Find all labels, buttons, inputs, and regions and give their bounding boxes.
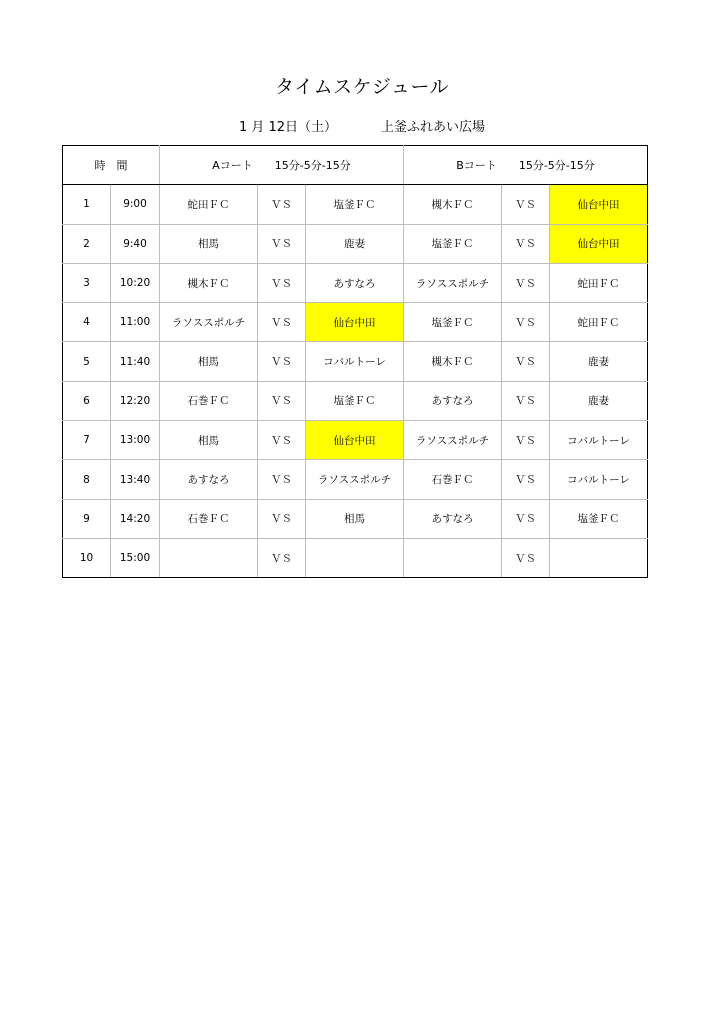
match-time: 13:40 bbox=[111, 460, 160, 499]
match-time: 13:00 bbox=[111, 421, 160, 460]
court-b-vs: ＶＳ bbox=[502, 342, 550, 381]
match-time: 10:20 bbox=[111, 263, 160, 302]
court-b-away-team: 鹿妻 bbox=[550, 342, 648, 381]
match-number: 4 bbox=[63, 303, 111, 342]
court-a-home-team: 石巻ＦＣ bbox=[160, 381, 258, 420]
court-b-home-team: ラソススポルチ bbox=[404, 263, 502, 302]
court-a-vs: ＶＳ bbox=[258, 499, 306, 538]
court-b-name: Bコート bbox=[456, 159, 497, 173]
court-b-away-team: 塩釜ＦＣ bbox=[550, 499, 648, 538]
court-b-vs: ＶＳ bbox=[502, 185, 550, 224]
court-a-vs: ＶＳ bbox=[258, 421, 306, 460]
table-row bbox=[63, 185, 648, 224]
court-a-home-team: 蛇田ＦＣ bbox=[160, 185, 258, 224]
court-a-home-team: 槻木ＦＣ bbox=[160, 263, 258, 302]
match-number: 2 bbox=[63, 224, 111, 263]
court-b-home-team: 槻木ＦＣ bbox=[404, 185, 502, 224]
court-b-format: 15分-5分-15分 bbox=[518, 159, 595, 173]
court-b-vs: ＶＳ bbox=[502, 303, 550, 342]
court-b-away-team bbox=[550, 538, 648, 577]
court-b-home-team: 石巻ＦＣ bbox=[404, 460, 502, 499]
court-b-home-team: 塩釜ＦＣ bbox=[404, 303, 502, 342]
court-b-away-team: 蛇田ＦＣ bbox=[550, 303, 648, 342]
court-a-away-team bbox=[306, 538, 404, 577]
match-time: 12:20 bbox=[111, 381, 160, 420]
court-b-away-team: 仙台中田 bbox=[550, 224, 648, 263]
table-row bbox=[63, 460, 648, 499]
court-a-vs: ＶＳ bbox=[258, 460, 306, 499]
match-time: 14:20 bbox=[111, 499, 160, 538]
court-b-vs: ＶＳ bbox=[502, 381, 550, 420]
match-number: 7 bbox=[63, 421, 111, 460]
table-row bbox=[63, 303, 648, 342]
court-b-vs: ＶＳ bbox=[502, 538, 550, 577]
match-number: 8 bbox=[63, 460, 111, 499]
court-b-vs: ＶＳ bbox=[502, 421, 550, 460]
court-a-name: Aコート bbox=[212, 159, 253, 173]
time-header: 時 間 bbox=[63, 146, 160, 185]
schedule-table bbox=[62, 145, 648, 578]
court-b-home-team: 塩釜ＦＣ bbox=[404, 224, 502, 263]
court-b-away-team: コバルトーレ bbox=[550, 421, 648, 460]
table-row bbox=[63, 342, 648, 381]
match-time: 11:40 bbox=[111, 342, 160, 381]
court-b-away-team: 蛇田ＦＣ bbox=[550, 263, 648, 302]
match-number: 1 bbox=[63, 185, 111, 224]
table-row bbox=[63, 224, 648, 263]
court-a-vs: ＶＳ bbox=[258, 538, 306, 577]
event-date: 1 月 12日（土） bbox=[238, 120, 338, 135]
match-number: 5 bbox=[63, 342, 111, 381]
court-a-vs: ＶＳ bbox=[258, 303, 306, 342]
court-b-away-team: 鹿妻 bbox=[550, 381, 648, 420]
court-a-vs: ＶＳ bbox=[258, 342, 306, 381]
match-number: 6 bbox=[63, 381, 111, 420]
court-b-header bbox=[404, 146, 648, 185]
court-b-vs: ＶＳ bbox=[502, 224, 550, 263]
court-a-away-team: 塩釜ＦＣ bbox=[306, 381, 404, 420]
court-a-away-team: コバルトーレ bbox=[306, 342, 404, 381]
court-b-vs: ＶＳ bbox=[502, 460, 550, 499]
court-a-home-team: 相馬 bbox=[160, 224, 258, 263]
court-a-format: 15分-5分-15分 bbox=[274, 159, 351, 173]
court-a-home-team: 相馬 bbox=[160, 342, 258, 381]
court-a-home-team: ラソススポルチ bbox=[160, 303, 258, 342]
table-row bbox=[63, 263, 648, 302]
table-row bbox=[63, 421, 648, 460]
court-b-home-team: あすなろ bbox=[404, 381, 502, 420]
court-b-home-team: 槻木ＦＣ bbox=[404, 342, 502, 381]
match-time: 11:00 bbox=[111, 303, 160, 342]
match-number: 10 bbox=[63, 538, 111, 577]
table-row bbox=[63, 538, 648, 577]
court-a-away-team: 塩釜ＦＣ bbox=[306, 185, 404, 224]
court-a-away-team: ラソススポルチ bbox=[306, 460, 404, 499]
court-a-home-team bbox=[160, 538, 258, 577]
match-time: 9:00 bbox=[111, 185, 160, 224]
court-b-vs: ＶＳ bbox=[502, 263, 550, 302]
court-a-vs: ＶＳ bbox=[258, 381, 306, 420]
event-subtitle bbox=[0, 116, 724, 135]
court-a-away-team: 鹿妻 bbox=[306, 224, 404, 263]
match-number: 9 bbox=[63, 499, 111, 538]
court-b-home-team: ラソススポルチ bbox=[404, 421, 502, 460]
match-number: 3 bbox=[63, 263, 111, 302]
court-a-home-team: あすなろ bbox=[160, 460, 258, 499]
court-b-home-team bbox=[404, 538, 502, 577]
table-row bbox=[63, 499, 648, 538]
court-b-home-team: あすなろ bbox=[404, 499, 502, 538]
table-header-row bbox=[63, 146, 648, 185]
table-row bbox=[63, 381, 648, 420]
court-b-away-team: コバルトーレ bbox=[550, 460, 648, 499]
court-b-vs: ＶＳ bbox=[502, 499, 550, 538]
court-a-header bbox=[160, 146, 404, 185]
court-b-away-team: 仙台中田 bbox=[550, 185, 648, 224]
court-a-vs: ＶＳ bbox=[258, 185, 306, 224]
court-a-away-team: 仙台中田 bbox=[306, 303, 404, 342]
court-a-home-team: 相馬 bbox=[160, 421, 258, 460]
court-a-away-team: あすなろ bbox=[306, 263, 404, 302]
match-time: 15:00 bbox=[111, 538, 160, 577]
match-time: 9:40 bbox=[111, 224, 160, 263]
court-a-away-team: 相馬 bbox=[306, 499, 404, 538]
event-venue: 上釜ふれあい広場 bbox=[381, 120, 486, 135]
court-a-vs: ＶＳ bbox=[258, 263, 306, 302]
page-title: タイムスケジュール bbox=[275, 76, 449, 98]
court-a-home-team: 石巻ＦＣ bbox=[160, 499, 258, 538]
court-a-vs: ＶＳ bbox=[258, 224, 306, 263]
court-a-away-team: 仙台中田 bbox=[306, 421, 404, 460]
